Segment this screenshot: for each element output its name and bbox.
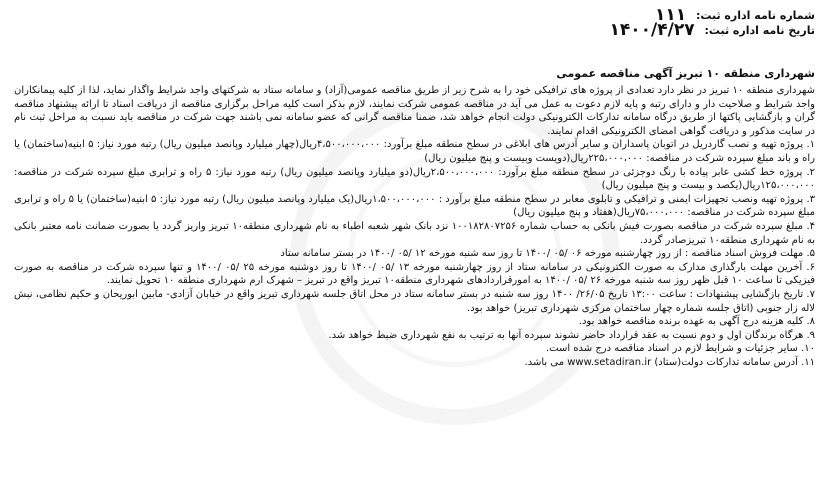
clause-2: ۲. پروژه خط کشی عابر پیاده با رنگ دوجزئی در سطح منطقه مبلغ برآورد: ۲،۵۰۰،۰۰۰،۰۰۰ریال(دو میلیارد وپانصد میلیون ریال) رتبه مورد نیاز: ۵ راه و ترابری مبلغ سپرده شرکت در مناقصه: ۱۲۵،۰۰۰،۰۰۰ریال(یکصد و بیست و پنج میلیون ریال) [14,166,815,192]
clause-7: ۷. تاریخ بازگشایی پیشنهادات : ساعت ۱۳:۰۰ تاریخ ۲۶/۰۵/ ۱۴۰۰ روز سه شنبه در بستر سامانه ستاد در محل اتاق جلسه شهرداری تبریز واقع در خیابان آزادی- مابین ابوریحان و حکیم نظامی، نبش لاله زار جنوبی (اتاق جلسه شماره چهار ساختمان مرکزی شهرداری تبریز) خواهد بود. [14,288,815,314]
clause-3: ۳. پروژه تهیه ونصب تجهیزات ایمنی و ترافیکی و تابلوی معابر در سطح منطقه مبلغ برآورد : ۱،۵۰۰،۰۰۰،۰۰۰ریال(یک میلیارد وپانصد میلیون ریال) رتبه مورد نیاز: ۵ ابنیه(ساختمان) یا ۵ راه و ترابری مبلغ سپرده شرکت در مناقصه: ۷۵،۰۰۰،۰۰۰ریال(هفتاد و پنج میلیون ریال) [14,193,815,219]
clause-11: ۱۱. آدرس سامانه تدارکات دولت(ستاد) www.setadiran.ir می باشد. [524,356,815,368]
reg-date-label: تاریخ نامه اداره ثبت: [704,24,815,37]
reg-date-row [609,20,815,40]
clause-1: ۱. پروژه تهیه و نصب گاردریل در اتوبان پاسداران و سایر آدرس های ابلاغی در سطح منطقه مبلغ برآورد: ۴،۵۰۰،۰۰۰،۰۰۰ریال(چهار میلیارد وپانصد میلیون ریال) رتبه مورد نیاز: ۵ ابنیه(ساختمان) یا راه و باند مبلغ سپرده شرکت در مناقصه: ۲۲۵،۰۰۰،۰۰۰ریال(دویست وبیست و پنج میلیون ریال) [14,139,815,164]
reg-number-label: شماره نامه اداره ثبت: [695,9,815,22]
notice-body [14,84,815,369]
notice-title: شهرداری منطقه ۱۰ تبریز آگهی مناقصه عمومی [556,67,815,80]
clause-8: ۸. کلیه هزینه درج آگهی به عهده برنده مناقصه خواهد بود. [578,316,815,328]
intro-paragraph: شهرداری منطقه ۱۰ تبریز در نظر دارد تعدادی از پروژه های ترافیکی خود را به شرح زیر از طریق مناقصه عمومی(آزاد) و سامانه ستاد به شرکتهای واجد شرایط واگذار نماید، لذا از کلیه پیمانکاران واجد شرایط و صلاحیت دار و دارای رتبه و پایه لازم دعوت به عمل می آید در مناقصه عمومی شرکت نمایند، لازم بذکر است کلیه مراحل برگزاری مناقصه از دریافت اسناد تا ارائه پیشنهاد مناقصه گران و بازگشایی پاکتها از طریق درگاه سامانه تدارکات الکترونیکی دولت انجام خواهد شد، ضمنا مناقصه گرانی که عضو سامانه نمی باشند جهت شرکت در مناقصه باید نسبت به مراحل ثبت نام در سایت مذکور و دریافت گواهی امضای الکترونیکی اقدام نمایند. [14,85,816,137]
clause-10: ۱۰. سایر جزئیات و شرایط لازم در اسناد مناقصه درج شده است. [545,343,815,355]
clause-6: ۶. آخرین مهلت بارگذاری مدارک به صورت الکترونیکی در سامانه ستاد از روز چهارشنبه مورخه ۱۳ /۰۵ /۱۴۰۰ تا روز دوشنبه مورخه ۲۵ /۰۵ /۱۴۰۰ و تنها سپرده شرکت در مناقصه به صورت فیزیکی تا ساعت ۱۰ قبل ظهر روز سه شنبه مورخه ۲۶ /۰۵ /۱۴۰۰ به امورقراردادهای شهرداری منطقه۱۰ تبریز واقع در تبریز – شهرک ارم شهرداری منطقه ۱۰ تحویل نمایند. [14,261,815,287]
clause-9: ۹. هرگاه برندگان اول و دوم نسبت به عقد قرارداد حاضر نشوند سپرده آنها به ترتیب به نفع شهرداری ضبط خواهد شد. [328,329,815,341]
clause-5: ۵. مهلت فروش اسناد مناقصه : از روز چهارشنبه مورخه ۰۶ /۰۵ /۱۴۰۰ تا روز سه شنبه مورخه ۱۲ /۰۵ /۱۴۰۰ در بستر سامانه ستاد [280,248,815,260]
reg-date-value: ۱۴۰۰/۴/۲۷ [609,20,695,40]
reg-number-value: ۱۱۱ [654,5,687,25]
registration-header [609,5,815,40]
clause-4: ۴. مبلغ سپرده شرکت در مناقصه بصورت فیش بانکی به حساب شماره ۱۰۰۱۸۲۸۰۷۲۵۶ نزد بانک شهر شعبه اطباء به نام شهرداری منطقه۱۰ تبریز واریز گردد یا بصورت ضمانت نامه معتبر بانکی به نام شهرداری منطقه۱۰ تبریزصادر گردد. [14,220,815,246]
